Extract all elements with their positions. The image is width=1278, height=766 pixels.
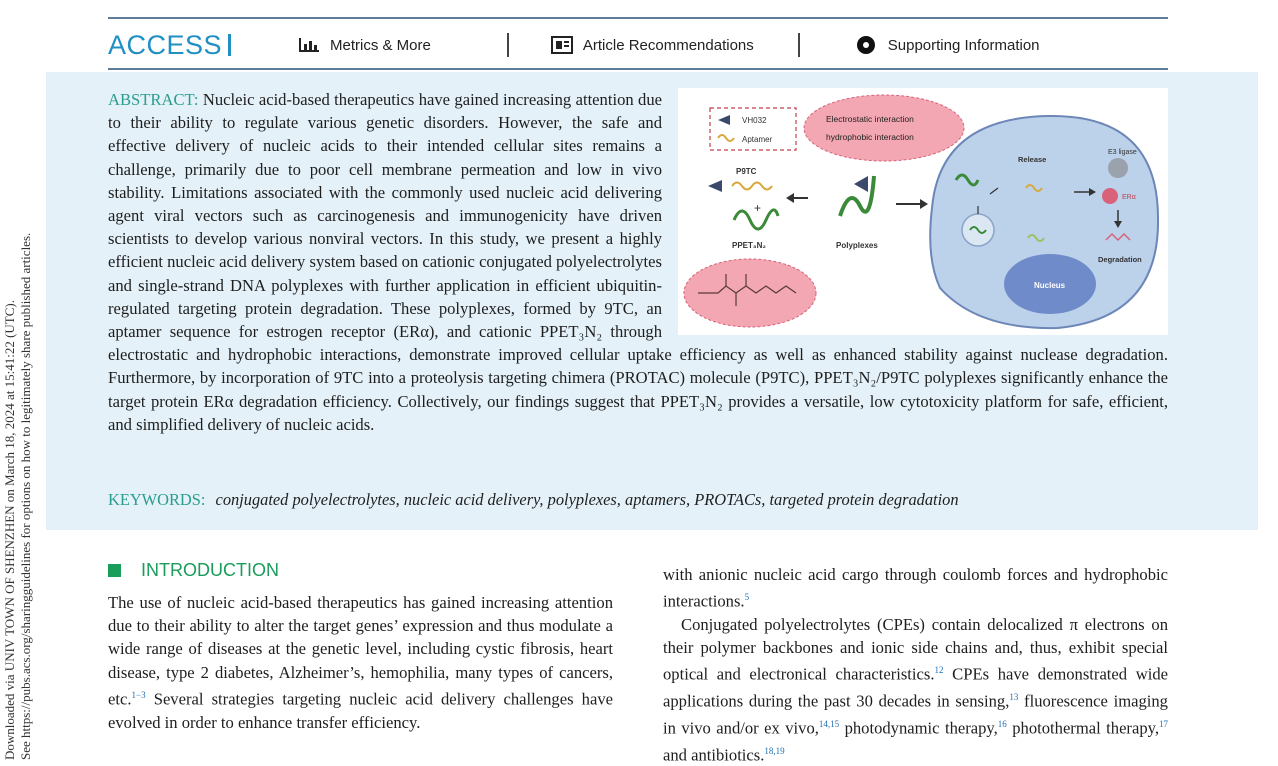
section-marker-icon	[108, 564, 121, 577]
aptamer-label: Aptamer	[742, 135, 773, 144]
metrics-more-label: Metrics & More	[330, 36, 431, 54]
access-text: ACCESS	[108, 29, 223, 60]
abstract-label: ABSTRACT:	[108, 90, 199, 109]
nucleus-label: Nucleus	[1034, 281, 1066, 290]
supporting-information-icon	[856, 35, 876, 55]
era-label: ERα	[1122, 194, 1136, 201]
keywords-list: conjugated polyelectrolytes, nucleic acid delivery, polyplexes, aptamers, PROTACs, targeted protein degradation	[215, 490, 959, 509]
abstract-section	[46, 72, 1258, 530]
download-notice	[2, 80, 42, 760]
svg-text:+: +	[754, 201, 762, 215]
left-column	[108, 560, 613, 734]
keywords	[108, 490, 1168, 510]
reference-link[interactable]: 13	[1009, 692, 1019, 703]
supporting-information-link[interactable]	[856, 35, 1040, 55]
polyplexes-label: Polyplexes	[836, 241, 878, 250]
hydrophobic-interaction-label: hydrophobic interaction	[826, 132, 914, 142]
access-label	[108, 30, 288, 61]
article-recommendations-link[interactable]	[551, 36, 754, 54]
introduction-paragraph-text: The use of nucleic acid-based therapeutics has gained increasing attention due to their ability to alter the target genes’ expression and thus modulate a wide range of diseases at the genetic level, including cystic fibrosis, heart disease, type 2 diabetes, Alzheimer’s, hemophilia, many types of cancers, etc.	[108, 593, 613, 709]
reference-link[interactable]: 17	[1159, 718, 1168, 729]
electrostatic-interaction-label: Electrostatic interaction	[826, 114, 914, 124]
introduction-paragraph-tail: Several strategies targeting nucleic acid delivery challenges have evolved in order to enhance transfer efficiency.	[108, 689, 613, 732]
access-bar-top-rule	[108, 17, 1168, 19]
introduction-heading-text: INTRODUCTION	[141, 560, 279, 580]
right-paragraph-2-text-e: photothermal therapy,	[1006, 718, 1159, 738]
reference-link[interactable]: 12	[934, 665, 944, 676]
access-level-icon	[228, 34, 231, 56]
article-recommendations-icon	[551, 36, 573, 54]
supporting-information-label: Supporting Information	[887, 36, 1040, 54]
access-bar-bottom-rule	[108, 68, 1168, 70]
right-paragraph-2-text-d: photodynamic therapy,	[839, 718, 998, 738]
introduction-heading	[108, 560, 613, 581]
access-bar-separator	[507, 33, 509, 57]
vh032-label: VH032	[742, 116, 767, 125]
introduction-paragraph	[108, 591, 613, 734]
reference-link[interactable]: 16	[997, 718, 1007, 729]
reference-link[interactable]: 5	[744, 592, 750, 603]
right-paragraph-2-text-f: and antibiotics.	[663, 745, 765, 765]
access-bar-separator	[798, 33, 800, 57]
right-paragraph-2-text-a: Conjugated polyelectrolytes (CPEs) contain delocalized π electrons on their polymer backbones and ionic side chains and, thus, exhibit special optical and electronical characteristics.	[663, 614, 1168, 684]
ppet-label: PPET₃N₂	[732, 241, 766, 250]
right-paragraph-2-text-c: fluorescence imaging in vivo and/or ex vivo,	[663, 691, 1168, 738]
right-paragraph-2-text-b: CPEs have demonstrated wide applications during the past 30 decades in sensing,	[663, 664, 1168, 711]
reference-link[interactable]: 14,15	[818, 718, 840, 729]
right-paragraph-1-text: with anionic nucleic acid cargo through coulomb forces and hydrophobic interactions.	[663, 565, 1168, 611]
toc-graphic-svg	[678, 88, 1168, 335]
reference-link[interactable]: 18,19	[764, 745, 785, 756]
access-bar	[108, 22, 1168, 68]
abstract-body	[108, 88, 1168, 436]
e3-ligase-label: E3 ligase	[1108, 149, 1137, 156]
download-notice-line-1: Downloaded via UNIV TOWN OF SHENZHEN on March 18, 2024 at 15:41:22 (UTC).	[2, 299, 17, 760]
article-recommendations-label: Article Recommendations	[582, 36, 754, 54]
p9tc-label: P9TC	[736, 167, 757, 176]
right-column	[663, 563, 1168, 766]
toc-graphic	[678, 88, 1168, 335]
reference-link[interactable]: 1−3	[131, 689, 146, 700]
download-notice-line-2: See https://pubs.acs.org/sharingguidelines for options on how to legitimately share published articles.	[18, 232, 33, 760]
right-paragraph-1	[663, 563, 1168, 613]
abstract-text: Nucleic acid-based therapeutics have gained increasing attention due to their ability to regulate various genetic disorders. However, the safe and effective delivery of nucleic acids to their intended cellular sites remains a challenge, primarily due to poor cell membrane permeation and low in vivo stability. Limitations associated with the commonly used nucleic acid delivering agent viral vectors such as carcinogenesis and immunogenicity have driven scientists to develop various nonviral vectors. In this study, we present a highly efficient nucleic acid delivery system based on cationic conjugated polyelectrolytes and single-strand DNA polyplexes with further application in efficient ubiquitin-regulated targeting protein degradation. These polyplexes, formed by 9TC, an aptamer sequence for estrogen receptor (ERα), and cationic PPET₃N₂ through electrostatic and hydrophobic interactions, demonstrate improved cellular uptake efficiency as well as enhanced stability against nuclease degradation. Furthermore, by incorporation of 9TC into a proteolysis targeting chimera (PROTAC) molecule (P9TC), PPET₃N₂/P9TC polyplexes significantly enhance the target protein ERα degradation efficiency. Collectively, our findings suggest that PPET₃N₂ provides a versatile, low cytotoxicity platform for safe, efficient, and simplified delivery of nucleic acids.	[108, 90, 1168, 434]
degradation-label: Degradation	[1098, 255, 1142, 264]
right-paragraph-2	[663, 613, 1168, 766]
release-label: Release	[1018, 155, 1047, 164]
bar-chart-icon	[298, 37, 320, 53]
metrics-more-link[interactable]	[298, 37, 431, 54]
keywords-label: KEYWORDS:	[108, 490, 206, 509]
